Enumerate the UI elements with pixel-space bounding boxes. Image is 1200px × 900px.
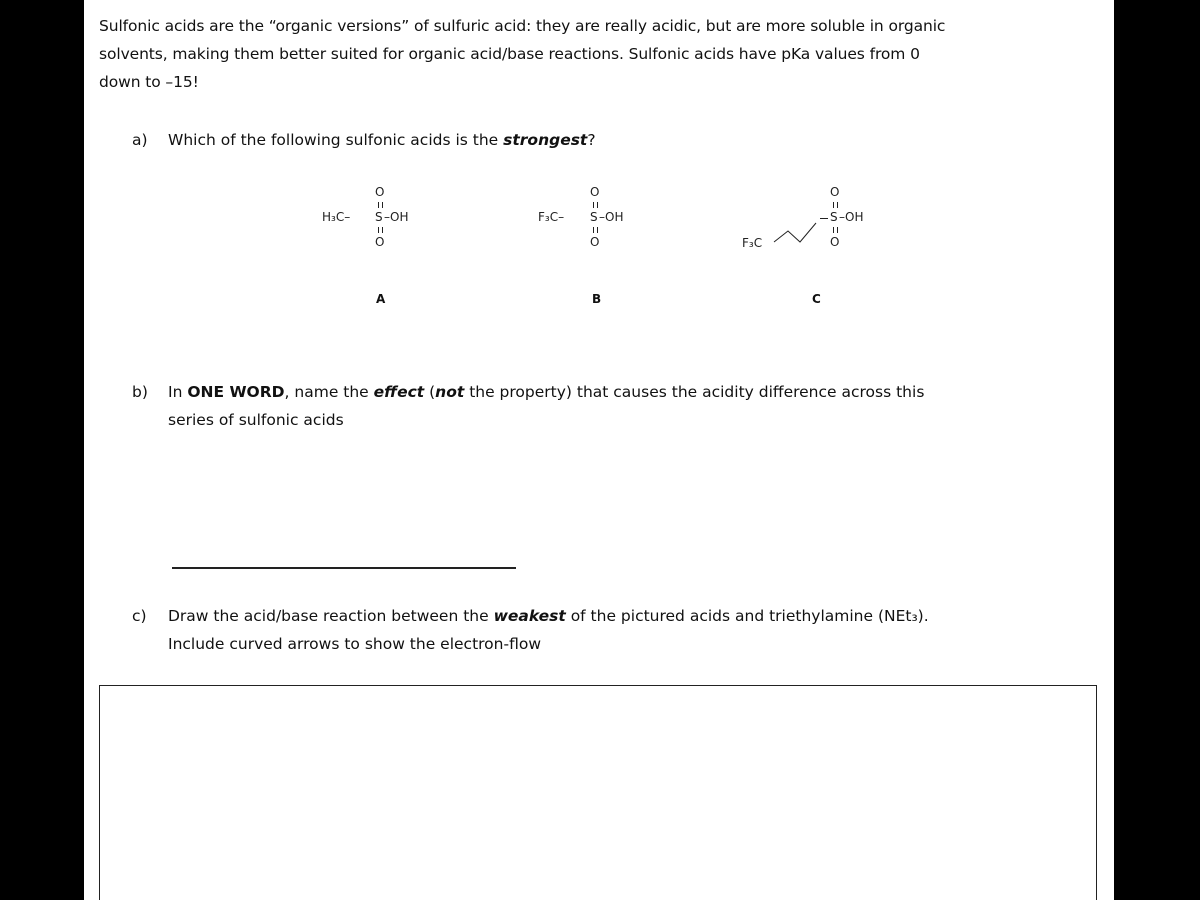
molecule-b-left-group: F₃C– [538, 210, 565, 224]
question-b-text-4: the property) that causes the acidity difference across this [464, 383, 925, 401]
answer-line-b[interactable] [172, 567, 516, 569]
molecule-b-double-bond-top [593, 202, 594, 208]
molecule-a-left-group: H₃C– [322, 210, 351, 224]
question-c-text-2: of the pictured acids and triethylamine (NEt₃). [565, 607, 929, 625]
molecule-b-double-bond-bottom [593, 227, 594, 233]
molecule-a-double-bond-top [378, 202, 379, 208]
molecule-c-left-group: F₃C [742, 236, 763, 250]
molecule-a-right-group: –OH [384, 210, 409, 224]
question-a-emphasis: strongest [503, 131, 588, 149]
molecule-b-double-bond-top-2 [597, 202, 598, 208]
question-b [132, 378, 924, 434]
molecule-b-letter: B [592, 292, 602, 306]
molecule-c-double-bond-bottom [833, 227, 834, 233]
molecule-a [322, 185, 452, 265]
molecule-c-oxygen-top: O [830, 185, 840, 199]
question-a-label: a) [132, 131, 148, 149]
molecule-c-bond [820, 218, 828, 219]
question-b-emphasis-effect: effect [373, 383, 425, 401]
molecule-c-oxygen-bottom: O [830, 235, 840, 249]
molecule-c-double-bond-top [833, 202, 834, 208]
question-c-line-2: Include curved arrows to show the electron-flow [168, 635, 542, 653]
question-a-text: Which of the following sulfonic acids is the [168, 131, 504, 149]
question-c-emphasis: weakest [493, 607, 566, 625]
molecule-c [736, 185, 896, 265]
question-a [132, 126, 596, 154]
molecule-c-chain [736, 185, 896, 265]
question-b-emphasis-not: not [435, 383, 465, 401]
question-b-text-2: , name the [284, 383, 374, 401]
molecule-b-oxygen-top: O [590, 185, 600, 199]
molecule-c-sulfur: S [830, 210, 838, 224]
worksheet-page [84, 0, 1114, 900]
intro-line-2: solvents, making them better suited for organic acid/base reactions. Sulfonic acids have pKa values from 0 [99, 45, 920, 63]
question-b-bold: ONE WORD [187, 383, 285, 401]
molecule-b [538, 185, 668, 265]
molecule-a-double-bond-bottom-2 [382, 227, 383, 233]
question-b-label: b) [132, 383, 148, 401]
molecule-c-double-bond-bottom-2 [837, 227, 838, 233]
question-b-line-2: series of sulfonic acids [168, 411, 344, 429]
molecule-b-double-bond-bottom-2 [597, 227, 598, 233]
question-a-end: ? [587, 131, 596, 149]
answer-box-c[interactable] [99, 685, 1097, 900]
molecule-a-oxygen-top: O [375, 185, 385, 199]
question-c-text-1: Draw the acid/base reaction between the [168, 607, 494, 625]
molecule-a-double-bond-bottom [378, 227, 379, 233]
molecule-b-sulfur: S [590, 210, 598, 224]
molecule-c-letter: C [812, 292, 821, 306]
question-b-text-1: In [168, 383, 188, 401]
molecule-a-double-bond-top-2 [382, 202, 383, 208]
molecule-c-right-group: –OH [839, 210, 864, 224]
intro-paragraph [99, 12, 1109, 96]
molecule-b-right-group: –OH [599, 210, 624, 224]
molecule-a-letter: A [376, 292, 386, 306]
intro-line-3: down to –15! [99, 73, 199, 91]
question-b-text-3: ( [424, 383, 436, 401]
molecule-a-sulfur: S [375, 210, 383, 224]
question-c-label: c) [132, 607, 147, 625]
molecule-a-oxygen-bottom: O [375, 235, 385, 249]
intro-line-1: Sulfonic acids are the “organic versions” of sulfuric acid: they are really acidic, but are more soluble in organic [99, 17, 946, 35]
molecule-b-oxygen-bottom: O [590, 235, 600, 249]
question-c [132, 602, 929, 658]
molecule-c-double-bond-top-2 [837, 202, 838, 208]
